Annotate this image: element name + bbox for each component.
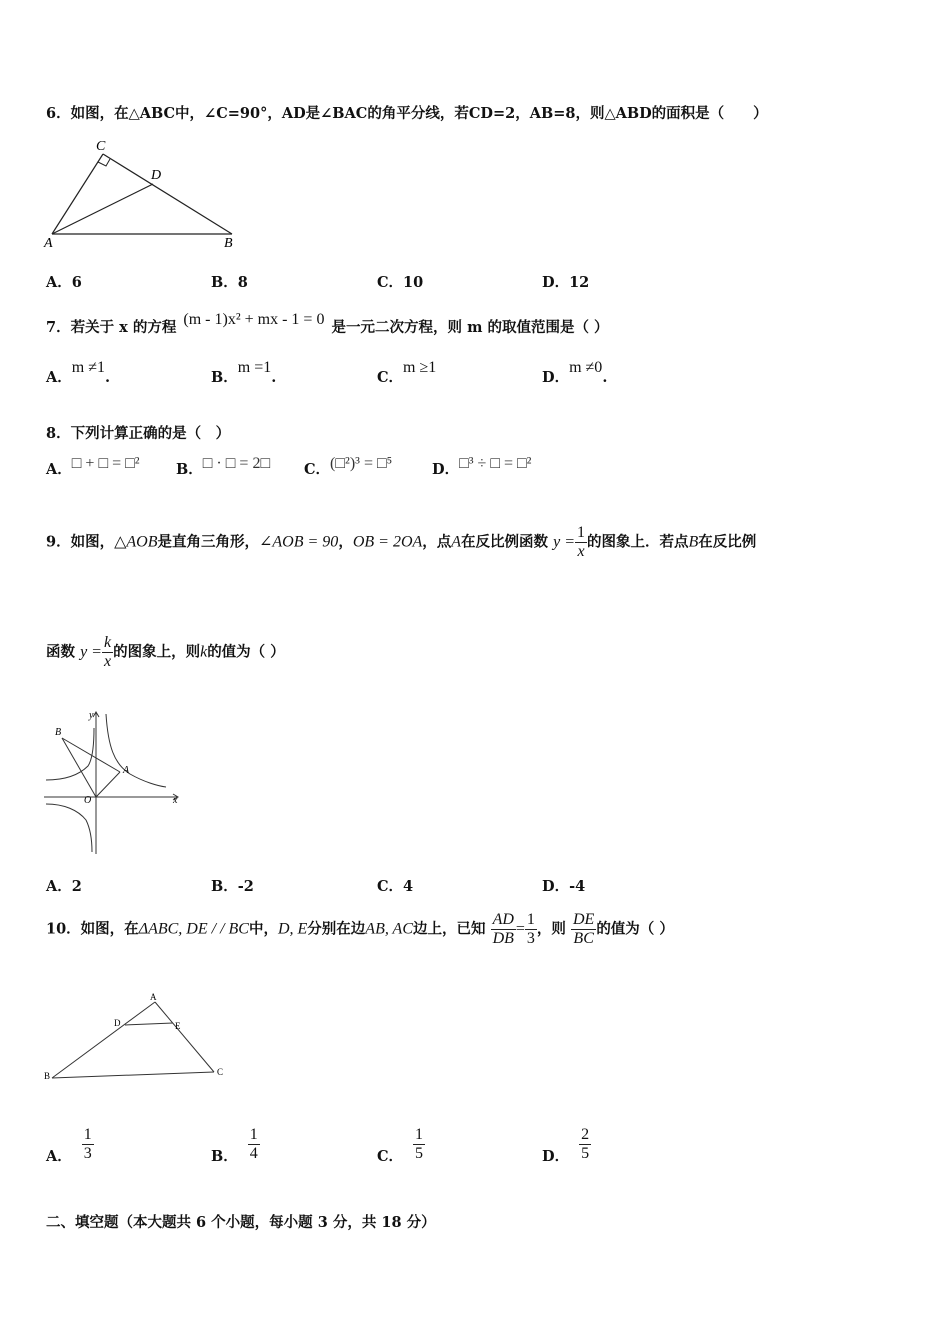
- q9-label-o: O: [84, 795, 92, 806]
- q8-option-d[interactable]: D．□³ ÷ □ = □²: [432, 455, 532, 478]
- q9-label-b: B: [55, 727, 62, 738]
- q9-option-b[interactable]: B．-2: [211, 878, 254, 895]
- q7-option-d[interactable]: D．m ≠0.: [542, 359, 608, 386]
- q8-stem: 8．下列计算正确的是（ ）: [46, 425, 231, 442]
- q7-stem: 7．若关于 x 的方程 (m - 1)x² + mx - 1 = 0 是一元二次方程，则 m 的取值范围是（ ）: [46, 311, 609, 336]
- q6-label-d: D: [151, 168, 162, 183]
- q9-stem-line2: 函数 y = $\frac{k}{x}$ 的图象上，则k的值为（ ）: [46, 634, 285, 670]
- q9-label-x: x: [173, 795, 178, 806]
- q9-label-y: y: [89, 710, 94, 721]
- q8-option-c[interactable]: C．(□²)³ = □⁵: [304, 455, 393, 478]
- q6-stem: 6．如图，在△ABC中，∠C=90°，AD是∠BAC的角平分线，若CD=2，AB=8，则△ABD的面积是（ ）: [46, 105, 768, 122]
- q10-stem: 10．如图，在ΔABC, DE / / BC中，D, E分别在边AB, AC边上，已知 $\frac{AD}{DB}$ = $\frac{1}{3}$ ，则 $\frac{DE}{BC}$ 的值为（ ）: [46, 911, 674, 947]
- q6-option-a[interactable]: A．6: [46, 274, 82, 291]
- q6-figure: [40, 136, 250, 252]
- q7-option-c[interactable]: C．m ≥1: [377, 359, 437, 386]
- q10-label-b: B: [44, 1071, 51, 1081]
- q10-label-a: A: [150, 992, 157, 1002]
- q6-option-b[interactable]: B．8: [211, 274, 248, 291]
- q6-label-b: B: [224, 236, 233, 251]
- q6-label-a: A: [44, 236, 53, 251]
- q9-label-a: A: [123, 765, 130, 776]
- q10-label-d: D: [114, 1018, 121, 1028]
- q10-value-fraction: $\frac{1}{3}$: [526, 911, 535, 947]
- q7-option-a[interactable]: A．m ≠1.: [46, 359, 111, 386]
- q6-option-d[interactable]: D．12: [542, 274, 590, 291]
- q10-option-d[interactable]: D． $\frac{2}{5}$: [542, 1126, 590, 1165]
- q9-option-d[interactable]: D．-4: [542, 878, 586, 895]
- q9-stem-line1: 9．如图，△AOB是直角三角形，∠AOB = 90，OB = 2OA，点A在反比例函数 y = $\frac{1}{x}$ 的图象上．若点B在反比例: [46, 524, 757, 560]
- q10-label-e: E: [175, 1021, 181, 1031]
- q10-query-fraction: $\frac{DE}{BC}$: [572, 911, 595, 947]
- q6-label-c: C: [96, 139, 106, 154]
- q10-figure: [40, 990, 235, 1084]
- q9-option-c[interactable]: C．4: [377, 878, 414, 895]
- q8-option-b[interactable]: B．□ · □ = 2□: [176, 455, 271, 478]
- q7-option-b[interactable]: B．m =1.: [211, 359, 277, 386]
- q10-option-b[interactable]: B． $\frac{1}{4}$: [211, 1126, 258, 1165]
- q10-label-c: C: [217, 1067, 224, 1077]
- q9-fraction-2: $\frac{k}{x}$: [103, 634, 112, 670]
- q10-option-c[interactable]: C． $\frac{1}{5}$: [377, 1126, 424, 1165]
- q8-option-a[interactable]: A．□ + □ = □²: [46, 455, 140, 478]
- section2-heading: 二、填空题（本大题共 6 个小题，每小题 3 分，共 18 分）: [46, 1214, 436, 1231]
- q7-equation: (m - 1)x² + mx - 1 = 0: [183, 311, 325, 328]
- q9-fraction-1: $\frac{1}{x}$: [577, 524, 586, 560]
- q9-option-a[interactable]: A．2: [46, 878, 82, 895]
- q6-option-c[interactable]: C．10: [377, 274, 424, 291]
- q9-figure: [40, 706, 185, 858]
- q10-option-a[interactable]: A． $\frac{1}{3}$: [46, 1126, 92, 1165]
- q10-ratio-fraction: $\frac{AD}{DB}$: [492, 911, 514, 947]
